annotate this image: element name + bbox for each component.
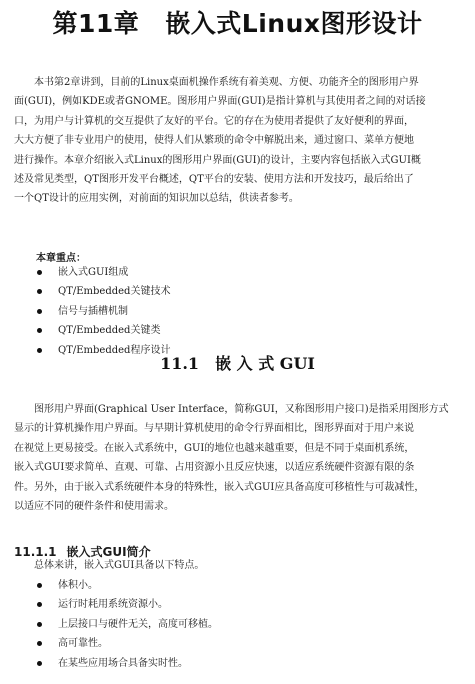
paragraph-line: 面(GUI)，例如KDE或者GNOME。图形用户界面(GUI)是指计算机与其使用者之间的对话接 xyxy=(14,96,426,108)
bullet-icon xyxy=(37,270,42,275)
section-name: 嵌 入 式 GUI xyxy=(215,354,315,373)
bullet-icon xyxy=(37,328,42,333)
list-item-label: QT/Embedded关键技术 xyxy=(58,286,171,298)
paragraph-line: 件。另外，由于嵌入式系统硬件本身的特殊性，嵌入式GUI应具备高度可移植性与可裁减性， xyxy=(14,481,425,493)
features-list xyxy=(0,576,218,673)
list-item-label: QT/Embedded程序设计 xyxy=(58,344,171,356)
list-item xyxy=(0,595,218,614)
list-item xyxy=(0,654,218,673)
chapter-title xyxy=(0,4,475,40)
paragraph-line: 进行操作。本章介绍嵌入式Linux的图形用户界面(GUI)的设计，主要内容包括嵌入式GUI概 xyxy=(14,154,421,166)
list-item xyxy=(0,282,170,301)
paragraph-line: 述及常见类型，QT图形开发平台概述，QT平台的安装、使用方法和开发技巧，最后给出了 xyxy=(14,173,414,185)
subsection-number: 11.1.1 xyxy=(14,545,57,559)
bullet-icon xyxy=(37,641,42,646)
bullet-icon xyxy=(37,661,42,666)
list-item-label: 上层接口与硬件无关，高度可移植。 xyxy=(58,618,218,630)
bullet-icon xyxy=(37,309,42,314)
intro-paragraph xyxy=(14,73,464,209)
chapter-name: 嵌入式Linux图形设计 xyxy=(165,9,423,38)
list-item xyxy=(0,634,218,653)
paragraph-line: 图形用户界面(Graphical User Interface，简称GUI，又称图形用户接口)是指采用图形方式 xyxy=(34,404,449,415)
paragraph-line: 大大方便了非专业用户的使用，使得人们从繁琐的命令中解脱出来，通过窗口、菜单方便地 xyxy=(14,135,414,147)
bullet-icon xyxy=(37,583,42,588)
section-paragraph xyxy=(14,400,464,516)
paragraph-line: 在视觉上更易接受。在嵌入式系统中，GUI的地位也越来越重要，但是不同于桌面机系统， xyxy=(14,442,415,454)
list-item xyxy=(0,263,170,282)
key-points-list xyxy=(0,263,170,360)
subsection-name: 嵌入式GUI简介 xyxy=(66,545,151,559)
paragraph-line: 嵌入式GUI要求简单、直观、可靠、占用资源小且反应快速，以适应系统硬件资源有限的条 xyxy=(14,462,415,474)
list-item-label: QT/Embedded关键类 xyxy=(58,325,161,337)
paragraph-line: 一个QT设计的应用实例，对前面的知识加以总结，供读者参考。 xyxy=(14,193,299,205)
list-item xyxy=(0,615,218,634)
list-item xyxy=(0,302,170,321)
list-item-label: 信号与插槽机制 xyxy=(58,305,128,317)
list-item-label: 在某些应用场合具备实时性。 xyxy=(58,657,188,669)
section-title xyxy=(0,351,475,374)
section-number: 11.1 xyxy=(160,354,200,373)
list-item-label: 运行时耗用系统资源小。 xyxy=(58,599,168,611)
list-item-label: 体积小。 xyxy=(58,580,98,591)
bullet-icon xyxy=(37,622,42,627)
key-points-heading: 本章重点： xyxy=(36,253,86,264)
chapter-number: 第11章 xyxy=(52,9,140,38)
list-item xyxy=(0,576,218,595)
list-item xyxy=(0,321,170,340)
paragraph-line: 本书第2章讲到，目前的Linux桌面机操作系统有着美观、方便、功能齐全的图形用户界 xyxy=(34,77,419,88)
subsection-intro: 总体来讲，嵌入式GUI具备以下特点。 xyxy=(34,560,205,571)
paragraph-line: 显示的计算机操作用户界面。与早期计算机使用的命令行界面相比，图形界面对于用户来说 xyxy=(14,423,414,435)
paragraph-line: 口，为用户与计算机的交互提供了友好的平台。它的存在为使用者提供了友好便利的界面， xyxy=(14,115,414,127)
bullet-icon xyxy=(37,289,42,294)
list-item-label: 嵌入式GUI组成 xyxy=(58,267,129,278)
list-item-label: 高可靠性。 xyxy=(58,638,108,650)
bullet-icon xyxy=(37,602,42,607)
paragraph-line: 以适应不同的硬件条件和使用需求。 xyxy=(14,500,174,512)
